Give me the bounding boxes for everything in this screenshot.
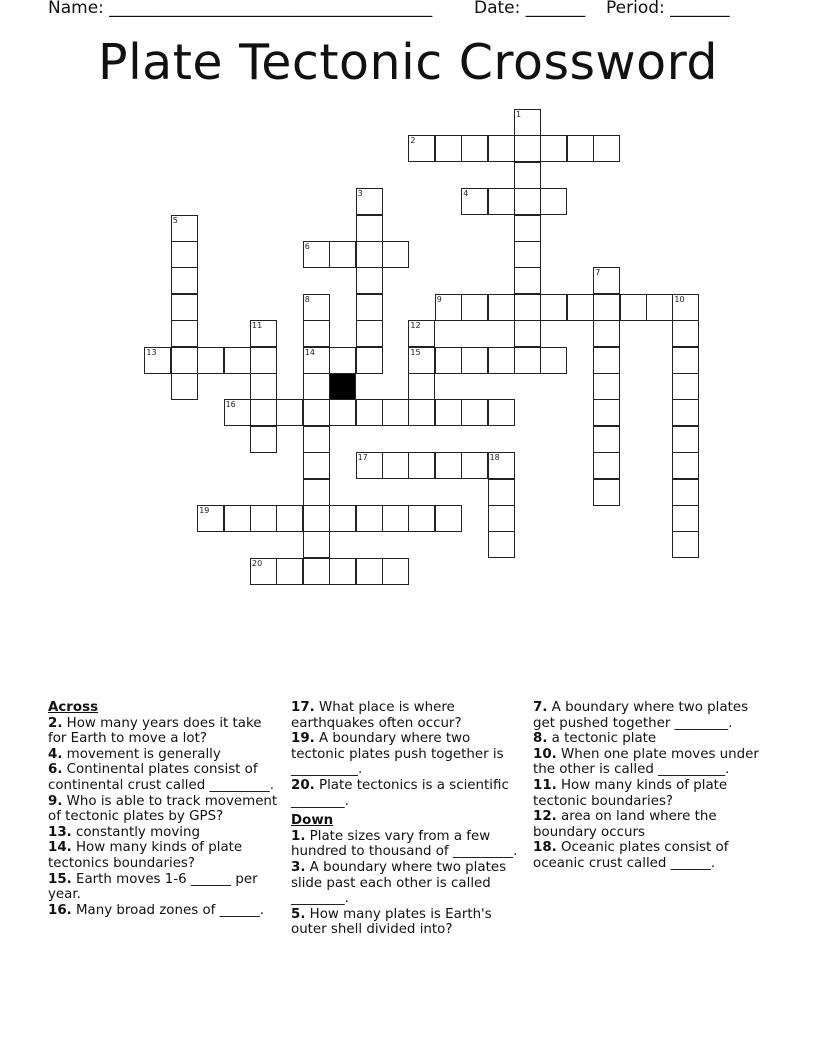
grid-cell[interactable] — [514, 241, 541, 268]
clue-text: a tectonic plate — [547, 731, 657, 747]
clue-number: 2. — [48, 715, 63, 731]
grid-cell[interactable] — [646, 294, 673, 321]
clue-text: How many kinds of plate tectonics boundaries? — [48, 840, 243, 871]
cell-number: 7 — [595, 268, 601, 278]
grid-cell[interactable] — [672, 373, 699, 400]
grid-cell[interactable] — [224, 505, 251, 532]
clue — [533, 731, 765, 747]
clue — [533, 700, 765, 731]
grid-cell[interactable] — [593, 294, 620, 321]
grid-cell[interactable] — [408, 347, 435, 374]
clue-number: 20. — [291, 777, 315, 793]
across-heading: Across — [48, 700, 99, 715]
grid-cell[interactable] — [488, 452, 515, 479]
clue-text: How many years does it take for Earth to move a lot? — [48, 715, 262, 747]
clue-text: How many plates is Earth's outer shell divided into? — [291, 906, 492, 938]
clue-number: 7. — [533, 700, 548, 715]
clue-number: 6. — [48, 762, 63, 778]
grid-cell[interactable] — [224, 399, 251, 426]
black-cell — [329, 373, 356, 400]
page-title: Plate Tectonic Crossword — [98, 34, 718, 91]
grid-cell[interactable] — [382, 505, 409, 532]
grid-cell[interactable] — [488, 135, 515, 162]
grid-cell[interactable] — [224, 347, 251, 374]
clue-number: 3. — [291, 859, 306, 875]
grid-cell[interactable] — [250, 558, 277, 585]
grid-cell[interactable] — [356, 347, 383, 374]
grid-cell[interactable] — [356, 188, 383, 215]
clue-text: Plate sizes vary from a few hundred to thousand of _________. — [291, 828, 518, 860]
grid-cell[interactable] — [435, 135, 462, 162]
grid-cell[interactable] — [329, 347, 356, 374]
clue-text: Who is able to track movement of tectonic plates by GPS? — [48, 793, 278, 825]
clue-number: 18. — [533, 840, 557, 856]
grid-cell[interactable] — [408, 320, 435, 347]
grid-cell[interactable] — [672, 294, 699, 321]
clue — [48, 794, 280, 825]
clue — [48, 825, 280, 841]
grid-cell[interactable] — [435, 347, 462, 374]
clue-text: Plate tectonics is a scientific ________. — [291, 777, 509, 809]
grid-cell[interactable] — [461, 294, 488, 321]
grid-cell[interactable] — [171, 215, 198, 242]
grid-cell[interactable] — [303, 373, 330, 400]
clue — [533, 778, 765, 809]
grid-cell[interactable] — [329, 558, 356, 585]
grid-cell[interactable] — [593, 479, 620, 506]
grid-cell[interactable] — [514, 294, 541, 321]
grid-cell[interactable] — [250, 426, 277, 453]
clue — [48, 747, 280, 763]
grid-cell[interactable] — [303, 399, 330, 426]
clue-text: Oceanic plates consist of oceanic crust called ______. — [533, 840, 729, 871]
grid-cell[interactable] — [593, 399, 620, 426]
down-heading: Down — [291, 813, 334, 829]
cell-number: 11 — [252, 321, 263, 331]
grid-cell[interactable] — [488, 479, 515, 506]
cell-number: 8 — [304, 294, 310, 304]
grid-cell[interactable] — [540, 135, 567, 162]
grid-cell[interactable] — [567, 294, 594, 321]
cell-number: 1 — [516, 110, 522, 119]
clue-text: A boundary where two tectonic plates push together is __________. — [291, 731, 504, 778]
grid-cell[interactable] — [488, 399, 515, 426]
grid-cell[interactable] — [461, 135, 488, 162]
grid-cell[interactable] — [672, 426, 699, 453]
grid-cell[interactable] — [356, 241, 383, 268]
clue-number: 19. — [291, 731, 315, 747]
grid-cell[interactable] — [303, 347, 330, 374]
grid-cell[interactable] — [672, 452, 699, 479]
grid-cell[interactable] — [356, 320, 383, 347]
period-field[interactable]: Period: _______ — [606, 0, 730, 18]
grid-cell[interactable] — [461, 188, 488, 215]
grid-cell[interactable] — [514, 215, 541, 242]
grid-cell[interactable] — [303, 426, 330, 453]
grid-cell[interactable] — [197, 505, 224, 532]
grid-cell[interactable] — [303, 479, 330, 506]
grid-cell[interactable] — [250, 505, 277, 532]
cell-number: 4 — [463, 189, 469, 199]
grid-cell[interactable] — [672, 399, 699, 426]
clue-text: Earth moves 1-6 ______ per year. — [48, 871, 258, 903]
grid-cell[interactable] — [250, 320, 277, 347]
cell-number: 3 — [357, 189, 363, 199]
grid-cell[interactable] — [488, 347, 515, 374]
name-field[interactable]: Name: ______________________________________ — [48, 0, 433, 18]
grid-cell[interactable] — [488, 188, 515, 215]
grid-cell[interactable] — [672, 347, 699, 374]
clue — [48, 903, 280, 919]
grid-cell[interactable] — [303, 294, 330, 321]
cell-number: 14 — [304, 347, 315, 357]
grid-cell[interactable] — [461, 347, 488, 374]
cell-number: 16 — [225, 400, 236, 410]
grid-cell[interactable] — [593, 267, 620, 294]
grid-cell[interactable] — [171, 294, 198, 321]
cell-number: 20 — [252, 558, 263, 568]
clue-text: movement is generally — [62, 746, 221, 762]
grid-cell[interactable] — [488, 531, 515, 558]
clue-number: 1. — [291, 828, 306, 844]
clue — [291, 731, 523, 778]
grid-cell[interactable] — [514, 347, 541, 374]
grid-cell[interactable] — [593, 452, 620, 479]
grid-cell[interactable] — [540, 188, 567, 215]
grid-cell[interactable] — [382, 452, 409, 479]
grid-cell[interactable] — [171, 347, 198, 374]
grid-cell[interactable] — [461, 452, 488, 479]
grid-cell[interactable] — [356, 215, 383, 242]
grid-cell[interactable] — [171, 373, 198, 400]
cell-number: 13 — [146, 347, 157, 357]
cell-number: 19 — [199, 506, 210, 515]
clue-number: 14. — [48, 840, 72, 856]
grid-cell[interactable] — [276, 399, 303, 426]
clue — [48, 872, 280, 903]
cell-number: 12 — [410, 321, 421, 331]
clue-text: What place is where earthquakes often occur? — [291, 700, 462, 731]
grid-cell[interactable] — [276, 505, 303, 532]
cell-number: 5 — [172, 215, 178, 225]
clue-text: A boundary where two plates get pushed together ________. — [533, 700, 749, 731]
grid-cell[interactable] — [672, 531, 699, 558]
clue-column-3 — [533, 700, 765, 872]
clue-text: constantly moving — [71, 824, 200, 840]
grid-cell[interactable] — [435, 399, 462, 426]
grid-cell[interactable] — [303, 320, 330, 347]
clue-text: When one plate moves under the other is called __________. — [533, 746, 759, 778]
clue — [48, 716, 280, 747]
clue-number: 4. — [48, 746, 63, 762]
clue-number: 8. — [533, 731, 548, 747]
grid-cell[interactable] — [356, 267, 383, 294]
grid-cell[interactable] — [382, 399, 409, 426]
grid-cell[interactable] — [620, 294, 647, 321]
grid-cell[interactable] — [250, 347, 277, 374]
clue-number: 16. — [48, 902, 72, 918]
grid-cell[interactable] — [329, 399, 356, 426]
grid-cell[interactable] — [171, 320, 198, 347]
grid-cell[interactable] — [408, 399, 435, 426]
grid-cell[interactable] — [435, 505, 462, 532]
clue — [291, 860, 523, 907]
grid-cell[interactable] — [514, 320, 541, 347]
clue — [533, 809, 765, 840]
grid-cell[interactable] — [514, 109, 541, 136]
grid-cell[interactable] — [672, 320, 699, 347]
clue-number: 10. — [533, 746, 557, 762]
clue-number: 5. — [291, 906, 306, 922]
clue-column-2 — [291, 700, 523, 938]
clue-text: How many kinds of plate tectonic boundaries? — [533, 777, 728, 809]
clue — [533, 840, 765, 871]
date-field[interactable]: Date: _______ — [474, 0, 586, 18]
grid-cell[interactable] — [435, 294, 462, 321]
grid-cell[interactable] — [144, 347, 171, 374]
clue-number: 15. — [48, 871, 72, 887]
grid-cell[interactable] — [593, 347, 620, 374]
grid-cell[interactable] — [171, 241, 198, 268]
grid-cell[interactable] — [197, 347, 224, 374]
clue — [291, 907, 523, 938]
grid-cell[interactable] — [514, 267, 541, 294]
clue — [291, 829, 523, 860]
grid-cell[interactable] — [303, 452, 330, 479]
grid-cell[interactable] — [488, 294, 515, 321]
grid-cell[interactable] — [408, 505, 435, 532]
grid-cell[interactable] — [303, 505, 330, 532]
clue — [291, 778, 523, 809]
clue-number: 17. — [291, 700, 315, 715]
grid-cell[interactable] — [250, 399, 277, 426]
grid-cell[interactable] — [408, 452, 435, 479]
clue-column-1 — [48, 700, 280, 918]
grid-cell[interactable] — [540, 294, 567, 321]
grid-cell[interactable] — [356, 505, 383, 532]
clue-number: 9. — [48, 793, 63, 809]
grid-cell[interactable] — [514, 162, 541, 189]
clue-text: Continental plates consist of continental crust called _________. — [48, 762, 275, 793]
grid-cell[interactable] — [408, 373, 435, 400]
grid-cell[interactable] — [672, 479, 699, 506]
grid-cell[interactable] — [488, 505, 515, 532]
grid-cell[interactable] — [303, 558, 330, 585]
grid-cell[interactable] — [329, 241, 356, 268]
grid-cell[interactable] — [382, 241, 409, 268]
grid-cell[interactable] — [382, 558, 409, 585]
clue — [48, 762, 280, 793]
clue-text: Many broad zones of ______. — [71, 902, 265, 918]
grid-cell[interactable] — [461, 399, 488, 426]
grid-cell[interactable] — [593, 426, 620, 453]
cell-number: 18 — [489, 453, 500, 463]
grid-cell[interactable] — [672, 505, 699, 532]
grid-cell[interactable] — [303, 241, 330, 268]
clue-number: 13. — [48, 824, 72, 840]
clue-text: area on land where the boundary occurs — [533, 809, 717, 840]
cell-number: 9 — [436, 294, 442, 304]
cell-number: 6 — [304, 242, 310, 251]
clue-number: 12. — [533, 809, 557, 825]
grid-cell[interactable] — [329, 505, 356, 532]
cell-number: 10 — [674, 294, 685, 304]
clue-number: 11. — [533, 777, 557, 793]
grid-cell[interactable] — [593, 320, 620, 347]
grid-cell[interactable] — [593, 135, 620, 162]
grid-cell[interactable] — [356, 399, 383, 426]
cell-number: 15 — [410, 347, 421, 357]
grid-cell[interactable] — [356, 452, 383, 479]
clue — [48, 840, 280, 871]
clue — [291, 700, 523, 731]
cell-number: 17 — [357, 453, 368, 463]
grid-cell[interactable] — [276, 558, 303, 585]
grid-cell[interactable] — [408, 135, 435, 162]
cell-number: 2 — [410, 136, 416, 146]
grid-cell[interactable] — [250, 373, 277, 400]
grid-cell[interactable] — [540, 347, 567, 374]
grid-cell[interactable] — [514, 188, 541, 215]
grid-cell[interactable] — [303, 531, 330, 558]
grid-cell[interactable] — [593, 373, 620, 400]
grid-cell[interactable] — [171, 267, 198, 294]
grid-cell[interactable] — [435, 452, 462, 479]
clue — [533, 747, 765, 778]
grid-cell[interactable] — [356, 294, 383, 321]
clue-text: A boundary where two plates slide past each other is called ________. — [291, 859, 507, 907]
grid-cell[interactable] — [514, 135, 541, 162]
grid-cell[interactable] — [567, 135, 594, 162]
grid-cell[interactable] — [356, 558, 383, 585]
